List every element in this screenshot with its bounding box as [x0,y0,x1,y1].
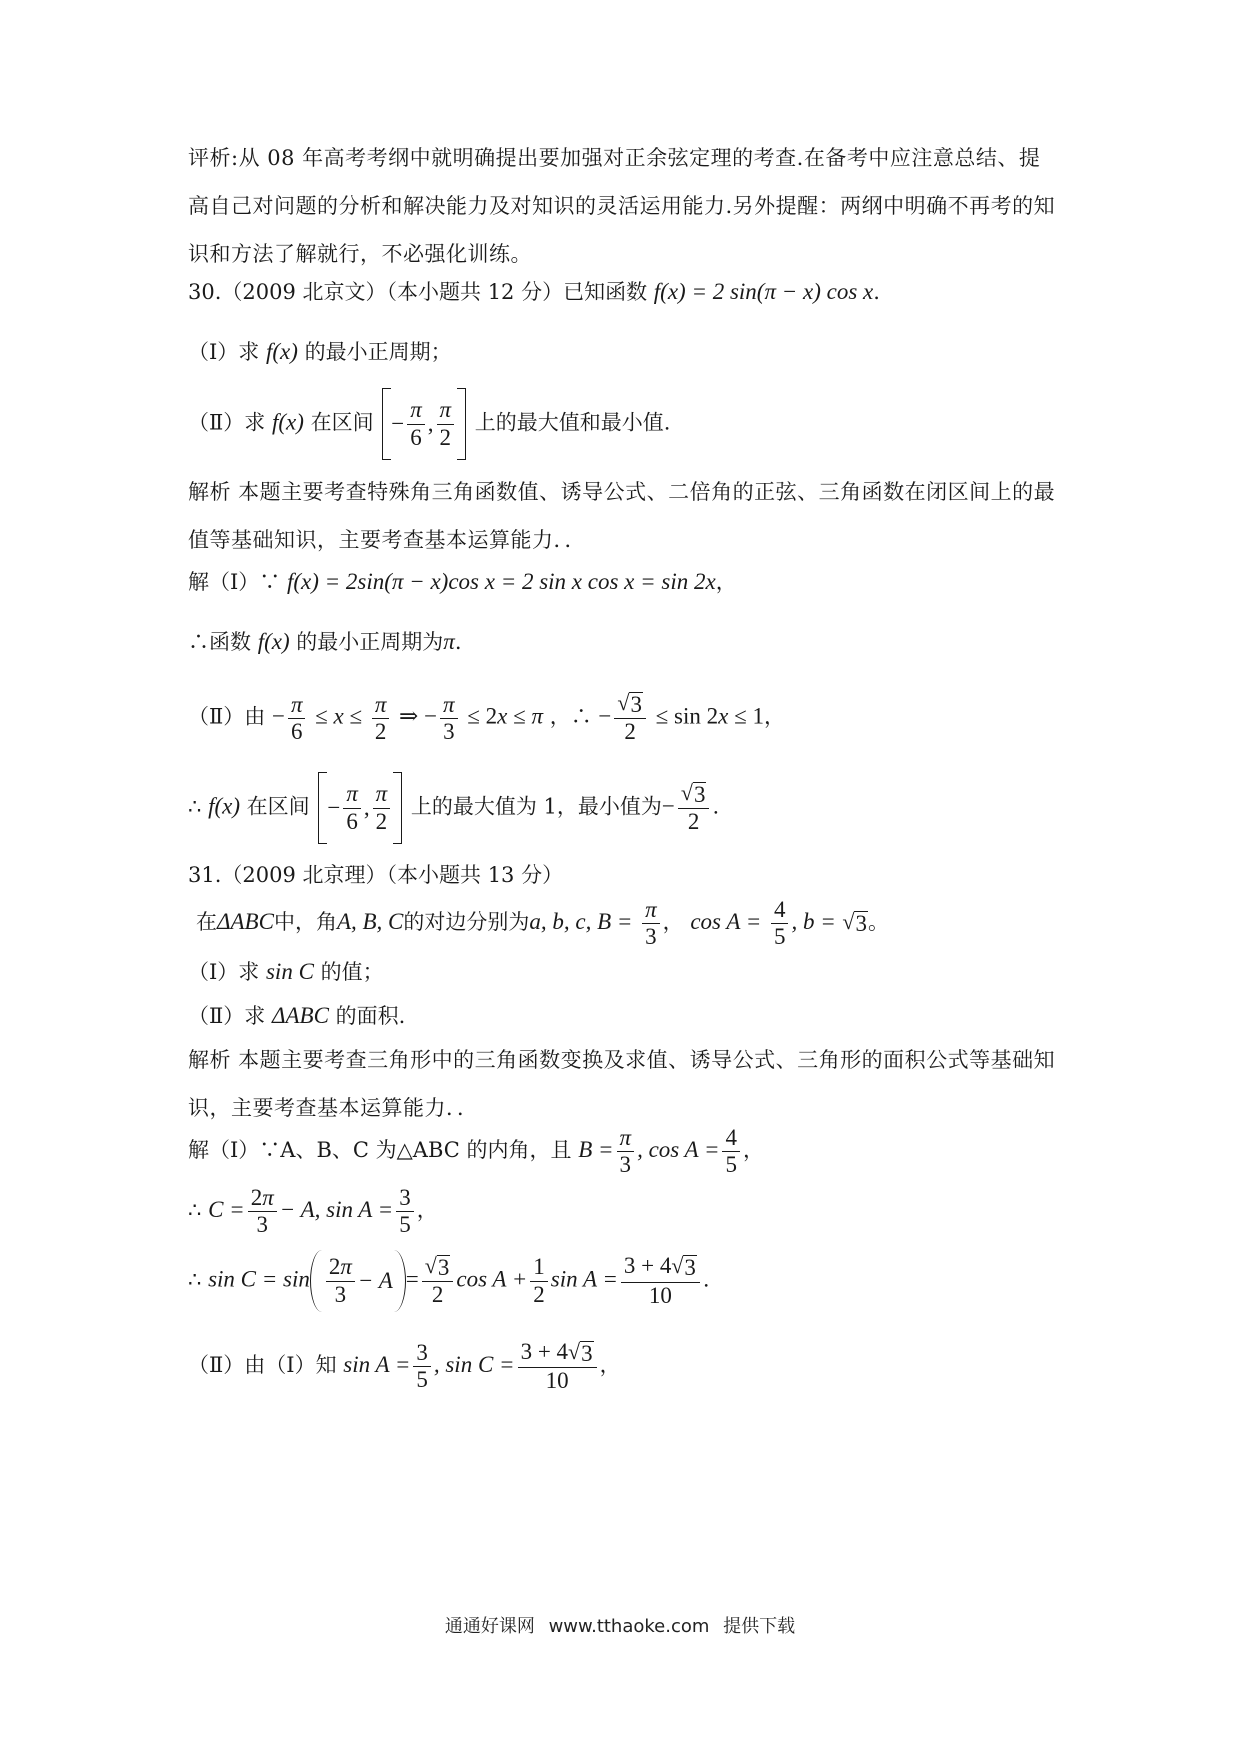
q31-stem-tri: ΔABC [217,909,274,935]
q31-part2 [188,1002,1058,1031]
q30-solution2b: ∴ f(x) 在区间 − $\frac{\pi}{6}$ , $\frac{\pi}{2}$ 上的最大值为 1，最小值为− √ 3 2 . [188,772,1058,844]
q31-part2-suffix: 的面积. [335,1004,406,1028]
q30-part2-fx: f(x) [271,409,304,435]
q31-solution1c: ∴ sin C = sin $\frac{2\pi}{3}$ − A = √ 3 2 cos A + $\frac{1}{2}$ sin A = 3 + 4 √ 3 10 . [188,1250,1058,1312]
q30-sol2b-fx: f(x) [208,793,240,819]
q30-part1-fx: f(x) [265,339,298,364]
q30-header [188,278,1058,307]
interval-bracket: − $\frac{\pi}{6}$ , $\frac{\pi}{2}$ [382,388,466,460]
q31-sol1-end: ， [742,1138,764,1163]
q31-stem-b: , b = [791,909,836,935]
q31-sol2-end: ， [599,1353,621,1378]
q30-solution1b [188,628,1058,657]
q31-solution1: 解（Ⅰ）∵A、B、C 为△ABC 的内角，且 B = $\frac{\pi}{3}$ , cos A = $\frac{4}{5}$ ， [188,1125,764,1178]
q31-sol2-prefix: （Ⅱ）由（Ⅰ）知 [188,1353,337,1378]
q30-part2-prefix: （Ⅱ）求 [188,410,266,435]
q31-stem-sides: a, b, c, B = [529,909,633,935]
intro-paragraph: 评析:从 08 年高考考纲中就明确提出要加强对正余弦定理的考查.在备考中应注意总结、提高自己对问题的分析和解决能力及对知识的灵活运用能力.另外提醒：两纲中明确不再考的知识和方法了解就行，不必强化训练。 [188,146,1056,266]
page-footer [0,1612,1240,1638]
footer-url[interactable]: www.tthaoke.com [548,1616,710,1637]
q31-sol1c-minusA: − A [357,1267,393,1293]
q30-sol2-mid: ，∴ [549,704,592,729]
q31-solution1b: ∴ C = $\frac{2\pi}{3}$ − A, sin A = $\frac{3}{5}$ ， [188,1185,438,1238]
q31-sol2-sinA: sin A = [343,1352,411,1378]
q31-sol1c-cosA: cos A + [456,1266,528,1292]
q30-part1-suffix: 的最小正周期； [304,340,452,364]
q31-part2-expr: ΔABC [271,1003,329,1028]
q31-sol1b-C: C = [208,1197,245,1223]
q31-sol1-cos: , cos A = [637,1137,720,1163]
q31-stem-prefix: 在 [196,910,217,935]
footer-suffix: 提供下载 [723,1616,796,1637]
q31-part1-expr: sin C [265,959,314,984]
q31-sol1c-prefix: ∴ [188,1267,202,1292]
q31-sol1c-eq: = [405,1266,419,1292]
q31-part2-prefix: （Ⅱ）求 [188,1004,266,1028]
q31-stem-mid2: 的对边分别为 [403,910,530,935]
q30-sol2b-mid: 在区间 [246,794,310,819]
q31-analysis: 解析 本题主要考查三角形中的三角函数变换及求值、诱导公式、三角形的面积公式等基础知识，主要考查基本运算能力．． [188,1048,1056,1120]
q30-solution2: （Ⅱ）由 − $\frac{\pi}{6}$ ≤ x ≤ $\frac{\pi}{2}$ ⇒ − $\frac{\pi}{3}$ ≤ 2x ≤ π ，∴ − √ 3 2 ≤ sin 2x ≤ 1， [188,690,785,745]
q30-analysis: 解析 本题主要考查特殊角三角函数值、诱导公式、二倍角的正弦、三角函数在闭区间上的最值等基础知识，主要考查基本运算能力．． [188,480,1056,552]
q30-part1-prefix: （Ⅰ）求 [188,340,260,364]
q31-stem-angles: A, B, C [336,909,404,935]
q30-sol1-end: ， [715,570,737,594]
q30-header-text: 30.（2009 北京文）（本小题共 12 分）已知函数 [188,280,648,304]
q30-sol2-end: ， [763,704,785,729]
q31-header: 31.（2009 北京理）（本小题共 13 分） [188,863,564,887]
interval-bracket-2: − $\frac{\pi}{6}$ , $\frac{\pi}{2}$ [318,772,402,844]
q31-sol1c-sinA: sin A = [550,1266,618,1292]
q30-sol1b-end: . [454,630,462,654]
q30-sol1b-prefix: ∴函数 [188,630,251,654]
q30-sol2b-end: . [712,794,720,819]
q31-sol1b-minus: − A, sin A = [279,1197,394,1223]
q31-stem-mid: 中，角 [273,910,337,935]
q31-part1-prefix: （Ⅰ）求 [188,960,260,984]
q30-function-formula: f(x) = 2 sin(π − x) cos x [653,279,874,304]
q30-sol1b-fx: f(x) [257,629,290,654]
q30-part2-suffix: 上的最大值和最小值. [474,410,671,435]
q31-part1-suffix: 的值； [320,960,384,984]
q30-part2 [188,388,1058,460]
q31-sol1b-end: ， [416,1198,438,1223]
q30-sol1-formula: f(x) = 2sin(π − x)cos x = 2 sin x cos x = sin 2x [286,569,716,594]
q30-sol2-prefix: （Ⅱ）由 [188,704,266,729]
q31-sol1c-sinC: sin C = sin [208,1266,310,1292]
q30-part1 [188,338,1058,367]
footer-site-name: 通通好课网 [444,1616,535,1637]
q31-part1 [188,958,1058,987]
q31-stem: 在ΔABC中，角A, B, C的对边分别为a, b, c, B = $\frac{\pi}{3}$ ， cos A = $\frac{4}{5}$ , b = √ 3 。 [196,897,889,950]
q31-sol1-prefix: 解（Ⅰ）∵A、B、C 为△ABC 的内角，且 [188,1138,572,1163]
q31-sol2-sinC: , sin C = [433,1352,515,1378]
q30-solution1 [188,568,1058,597]
q30-part2-mid: 在区间 [310,410,374,435]
q31-sol1b-prefix: ∴ [188,1198,202,1223]
q31-sol1c-end: . [702,1267,710,1292]
q30-sol2b-prefix: ∴ [188,794,202,819]
q30-sol2b-text: 上的最大值为 1，最小值为 [410,794,662,819]
q30-sol1-prefix: 解（Ⅰ）∵ [188,570,281,594]
q30-sol1b-pi: π [443,629,455,654]
q31-stem-cos: cos A = [690,909,762,935]
q31-solution2: （Ⅱ）由（Ⅰ）知 sin A = $\frac{3}{5}$ , sin C = 3 + 4 √ 3 10 ， [188,1339,621,1394]
q30-sol1b-suffix: 的最小正周期为 [296,630,444,654]
q30-header-end: . [873,280,880,304]
q31-sol1-B: B = [578,1137,614,1163]
q31-stem-end: 。 [867,910,889,935]
